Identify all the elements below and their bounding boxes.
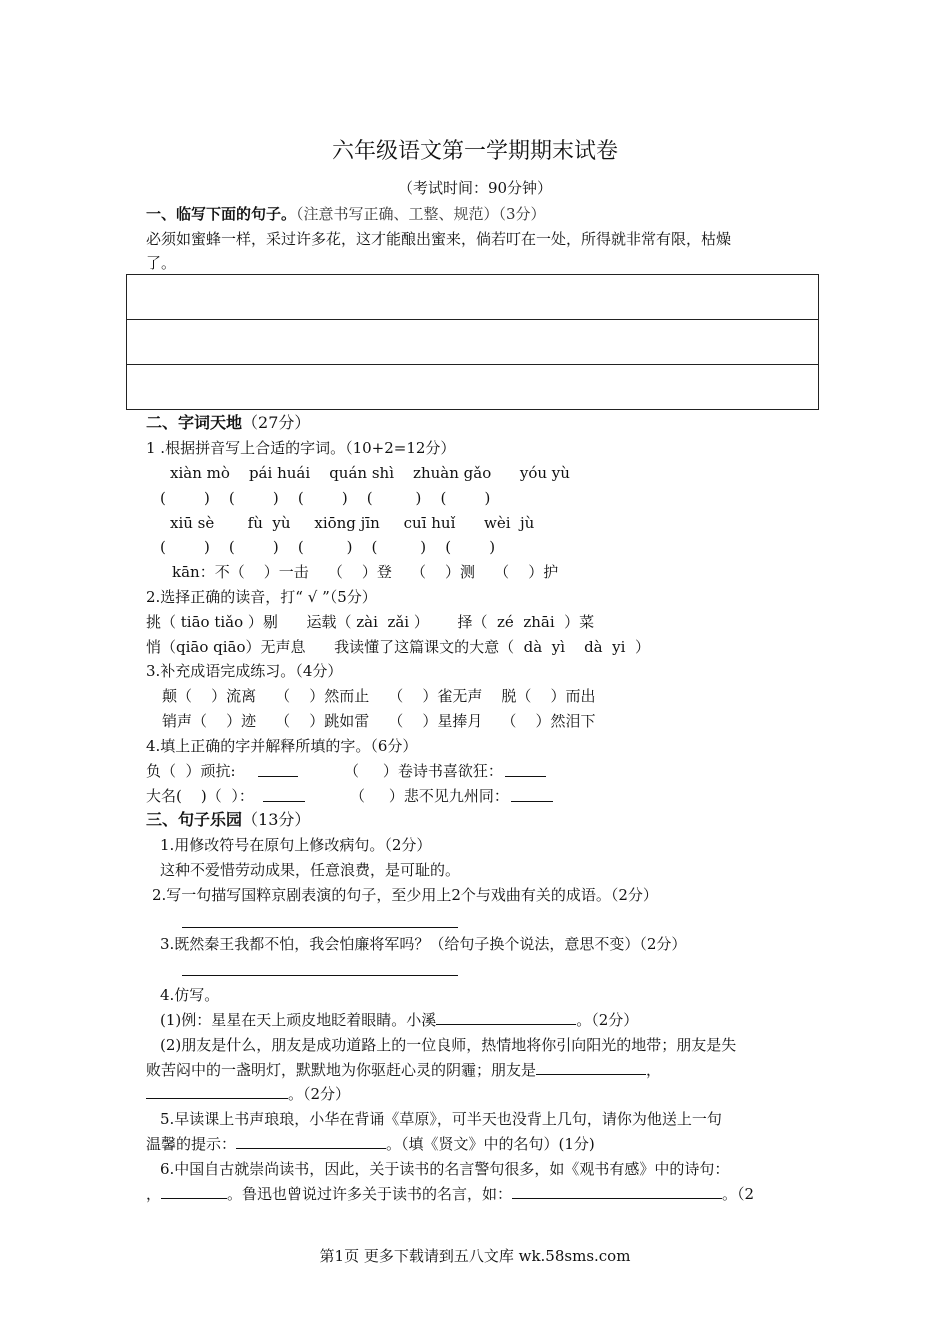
answer-blank[interactable]: [512, 1184, 722, 1199]
s2-question-2: 2.选择正确的读音，打“ √ ”（5分）: [146, 588, 377, 606]
copy-sentence-2: 了。: [146, 254, 177, 272]
section-1-line: [146, 204, 546, 224]
answer-line[interactable]: [182, 975, 458, 976]
s2-question-4: 4.填上正确的字并解释所填的字。（6分）: [146, 737, 418, 755]
section-2-line: [146, 413, 310, 433]
kan-row: kān：不（ ）一击 （ ）登 （ ）测 （ ）护: [172, 563, 559, 581]
s3-question-5: 5.早读课上书声琅琅，小华在背诵《草原》，可半天也没背上几句，请你为他送上一句: [160, 1110, 722, 1128]
q4-part-1: [160, 1010, 638, 1030]
answer-blank[interactable]: [146, 1084, 288, 1099]
idiom-row-1: 颠（ ）流离 （ ）然而止 （ ）雀无声 脱（ ）而出: [162, 687, 596, 705]
answer-blank[interactable]: [505, 776, 546, 777]
q4-part-2-comma: ，: [646, 1061, 662, 1079]
q4-part-2-text: 败苦闷中的一盏明灯，默默地为你驱赶心灵的阴霾；朋友是: [146, 1061, 537, 1079]
q2-row-1: 挑（ tiāo tiǎo ）剔 运载（ zài zǎi ） 择（ zé zhāi ）菜: [146, 613, 595, 631]
s3-question-1: 1.用修改符号在原句上修改病句。（2分）: [160, 836, 432, 854]
q6-line-2: [146, 1184, 754, 1204]
answer-blank[interactable]: [436, 1010, 576, 1025]
answer-blank[interactable]: [161, 1184, 227, 1199]
q4-part-1-text: (1)例：星星在天上顽皮地眨着眼睛。小溪: [160, 1011, 437, 1029]
q4-row-1-left: 负（ ）顽抗:: [146, 762, 236, 780]
q4-row-1-right: （ ）卷诗书喜欲狂：: [344, 762, 503, 780]
answer-brackets-2[interactable]: ( ) ( ) ( ) ( ) ( ): [160, 538, 496, 556]
q5-line-2: [146, 1134, 595, 1154]
answer-blank[interactable]: [258, 776, 298, 777]
section-1-note: （注意书写正确、工整、规范）（3分）: [296, 205, 546, 223]
section-2-heading: 二、字词天地: [146, 413, 243, 432]
answer-brackets-1[interactable]: ( ) ( ) ( ) ( ) ( ): [160, 489, 491, 507]
pinyin-row-2: xiū sè fù yù xiōng jīn cuī huǐ wèi jù: [170, 514, 535, 532]
writing-box-3[interactable]: [126, 364, 819, 410]
answer-blank[interactable]: [236, 1134, 386, 1149]
answer-blank[interactable]: [511, 801, 553, 802]
q6-start: ，: [146, 1185, 162, 1203]
q5-end: 。（填《贤文》中的名句）(1分): [386, 1135, 595, 1153]
q5-prompt: 温馨的提示：: [146, 1135, 237, 1153]
section-2-score: （27分）: [242, 413, 311, 432]
q2-row-2: 悄（qiāo qiāo）无声息 我读懂了这篇课文的大意（ dà yì dà yi ）: [146, 638, 650, 656]
q4-part-2-line-2: [146, 1060, 661, 1080]
idiom-row-2: 销声（ ）迹 （ ）跳如雷 （ ）星捧月 （ ）然泪下: [162, 712, 596, 730]
copy-sentence-1: 必须如蜜蜂一样，采过许多花，这才能酿出蜜来，倘若叮在一处，所得就非常有限，枯燥: [146, 230, 732, 248]
s3-question-2: 2.写一句描写国粹京剧表演的句子，至少用上2个与戏曲有关的成语。（2分）: [152, 886, 658, 904]
q4-part-2-line-3: [146, 1084, 350, 1104]
writing-box-1[interactable]: [126, 274, 819, 320]
s2-question-3: 3.补充成语完成练习。（4分）: [146, 662, 343, 680]
q4-part-1-end: 。（2分）: [576, 1011, 639, 1029]
answer-line[interactable]: [182, 927, 458, 928]
q6-mid: 。鲁迅也曾说过许多关于读书的名言，如：: [227, 1185, 513, 1203]
s2-question-1: 1 .根据拼音写上合适的字词。（10+2=12分）: [146, 439, 456, 457]
q4-row-2-right: （ ）悲不见九州同：: [350, 787, 509, 805]
pinyin-row-1: xiàn mò pái huái quán shì zhuàn gǎo yóu yù: [170, 464, 570, 482]
section-3-line: [146, 810, 310, 830]
page-footer: 第1页 更多下载请到五八文库 wk.58sms.com: [319, 1247, 631, 1265]
q4-row-2-left: 大名( )（ ）：: [146, 787, 254, 805]
faulty-sentence: 这种不爱惜劳动成果，任意浪费，是可耻的。: [160, 861, 461, 879]
s3-question-6: 6.中国自古就崇尚读书，因此，关于读书的名言警句很多，如《观书有感》中的诗句：: [160, 1160, 730, 1178]
answer-blank[interactable]: [536, 1060, 646, 1075]
page-title: 六年级语文第一学期期末试卷: [331, 139, 618, 164]
section-3-score: （13分）: [242, 810, 311, 829]
q6-end: 。（2: [722, 1185, 755, 1203]
s3-question-3: 3.既然秦王我都不怕，我会怕廉将军吗？（给句子换个说法，意思不变）（2分）: [160, 935, 687, 953]
section-3-heading: 三、句子乐园: [146, 810, 243, 829]
writing-box-2[interactable]: [126, 319, 819, 365]
answer-blank[interactable]: [263, 801, 305, 802]
section-1-heading: 一、临写下面的句子。: [146, 205, 297, 223]
exam-time: （考试时间：90分钟）: [397, 179, 553, 197]
s3-question-4: 4.仿写。: [160, 986, 220, 1004]
q4-part-2-line-1: (2)朋友是什么，朋友是成功道路上的一位良师，热情地将你引向阳光的地带；朋友是失: [160, 1036, 737, 1054]
q4-part-2-end: 。（2分）: [288, 1085, 351, 1103]
